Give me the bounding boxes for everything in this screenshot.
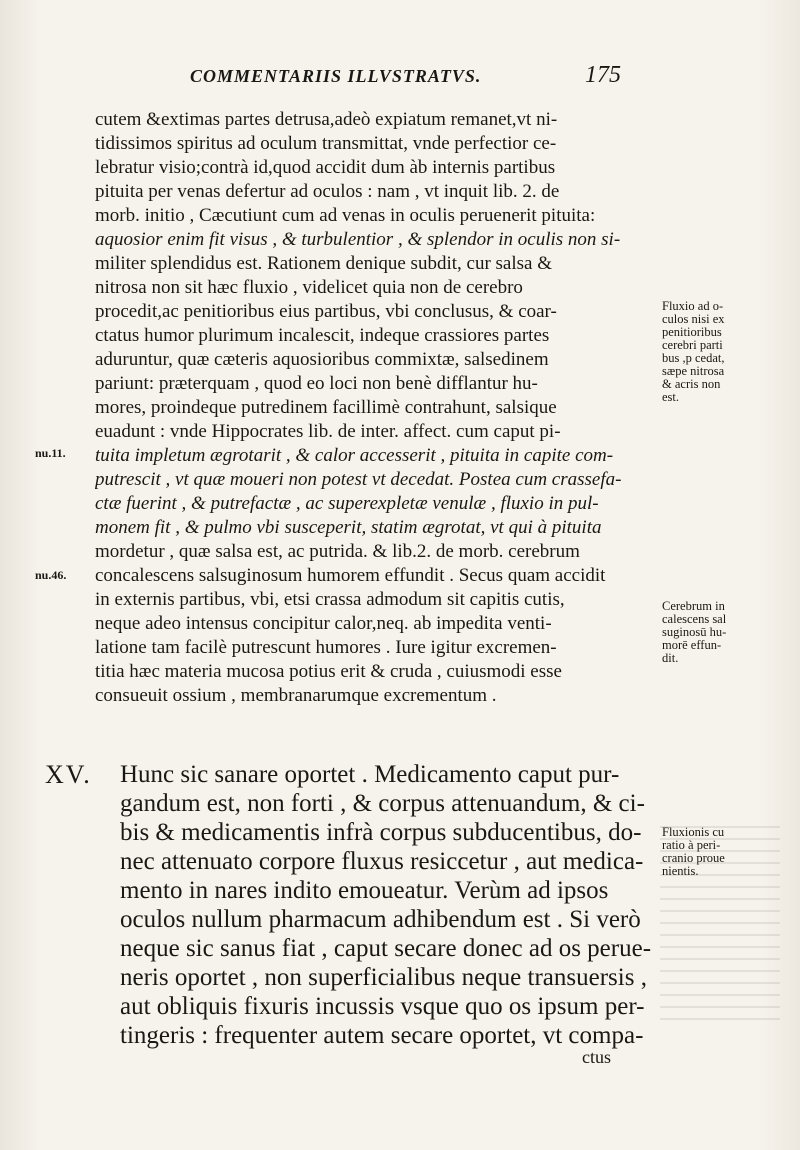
note-line: cranio proue [662, 851, 725, 865]
section-line: nec attenuato corpore fluxus resiccetur , aut medica- [120, 848, 644, 875]
text-line: consueuit ossium , membranarumque excrementum . [95, 685, 497, 706]
text-line: morb. initio , Cæcutiunt cum ad venas in oculis peruenerit pituita: [95, 205, 596, 226]
text-line: ctæ fuerint , & putrefactæ , ac superexpletæ venulæ , fluxio in pul- [95, 493, 599, 514]
section-line: neque sic sanus fiat , caput secare donec ad os perue- [120, 935, 652, 962]
section-line: mento in nares indito emoueatur. Verùm ad ipsos [120, 877, 609, 904]
inner-margin-note: nu.11. [35, 446, 66, 460]
text-line: monem fit , & pulmo vbi susceperit, statim ægrotat, vt qui à pituita [95, 517, 602, 538]
text-line: concalescens salsuginosum humorem effundit . Secus quam accidit [95, 565, 606, 586]
text-line: in externis partibus, vbi, etsi crassa admodum sit capitis cutis, [95, 589, 565, 610]
note-line: Cerebrum in [662, 599, 725, 613]
text-line: putrescit , vt quæ moueri non potest vt decedat. Postea cum crassefa- [95, 469, 622, 490]
text-line: pituita per venas defertur ad oculos : nam , vt inquit lib. 2. de [95, 181, 560, 202]
text-line: lebratur visio;contrà id,quod accidit dum àb internis partibus [95, 157, 556, 178]
note-line: Fluxio ad o- [662, 299, 724, 313]
margin-note-cerebrum [662, 600, 782, 665]
text-line: aquosior enim fit visus , & turbulentior , & splendor in oculis non si- [95, 229, 621, 250]
text-line: mores, proindeque putredinem facillimè contrahunt, salsique [95, 397, 557, 418]
section-line: tingeris : frequenter autem secare oportet, vt compa- [120, 1022, 644, 1049]
running-head: COMMENTARIIS ILLVSTRATVS. [190, 66, 482, 86]
note-line: morē effun- [662, 638, 722, 652]
note-line: nientis. [662, 864, 699, 878]
note-line: ratio à peri- [662, 838, 721, 852]
section-number: XV. [45, 760, 92, 789]
text-line: ctatus humor plurimum incalescit, indeque crassiores partes [95, 325, 550, 346]
text-line: procedit,ac penitioribus eius partibus, vbi conclusus, & coar- [95, 301, 557, 322]
text-line: mordetur , quæ salsa est, ac putrida. & lib.2. de morb. cerebrum [95, 541, 580, 562]
text-line: aduruntur, quæ cæteris aquosioribus commixtæ, salsedinem [95, 349, 549, 370]
page-header [190, 62, 640, 94]
note-line: est. [662, 390, 680, 404]
section-line: bis & medicamentis infrà corpus subducentibus, do- [120, 819, 642, 846]
note-line: penitioribus [662, 325, 722, 339]
text-line: pariunt: præterquam , quod eo loci non benè difflantur hu- [95, 373, 538, 394]
section-line: neris oportet , non superficialibus neque transuersis , [120, 964, 647, 991]
inner-margin-note: nu.46. [35, 568, 67, 582]
note-line: sæpe nitrosa [662, 364, 725, 378]
note-line: Fluxionis cu [662, 825, 725, 839]
text-line: neque adeo intensus concipitur calor,neq. ab impedita venti- [95, 613, 552, 634]
text-line: tuita impletum ægrotarit , & calor accesserit , pituita in capite com- [95, 445, 614, 466]
note-line: dit. [662, 651, 679, 665]
text-line: cutem &extimas partes detrusa,adeò expiatum remanet,vt ni- [95, 109, 558, 130]
note-line: culos nisi ex [662, 312, 725, 326]
note-line: calescens sal [662, 612, 727, 626]
text-line: tidissimos spiritus ad oculum transmittat, vnde perfectior ce- [95, 133, 557, 154]
text-line: euadunt : vnde Hippocrates lib. de inter. affect. cum caput pi- [95, 421, 561, 442]
text-line: nitrosa non sit hæc fluxio , videlicet quia non de cerebro [95, 277, 523, 298]
section-line: Hunc sic sanare oportet . Medicamento caput pur- [120, 761, 620, 788]
note-line: & acris non [662, 377, 721, 391]
text-line: militer splendidus est. Rationem denique subdit, cur salsa & [95, 253, 552, 274]
page-number: 175 [585, 62, 621, 88]
section-line: aut obliquis fixuris incussis vsque quo os ipsum per- [120, 993, 645, 1020]
section-line: gandum est, non forti , & corpus attenuandum, & ci- [120, 790, 645, 817]
catchword: ctus [582, 1047, 611, 1067]
text-line: latione tam facilè putrescunt humores . Iure igitur excremen- [95, 637, 557, 658]
note-line: suginosū hu- [662, 625, 727, 639]
section-line: oculos nullum pharmacum adhibendum est . Si verò [120, 906, 641, 933]
note-line: cerebri parti [662, 338, 723, 352]
text-line: titia hæc materia mucosa potius erit & cruda , cuiusmodi esse [95, 661, 562, 682]
show-through-shadow [660, 820, 780, 1020]
note-line: bus ,p cedat, [662, 351, 725, 365]
margin-note-fluxio [662, 300, 782, 404]
